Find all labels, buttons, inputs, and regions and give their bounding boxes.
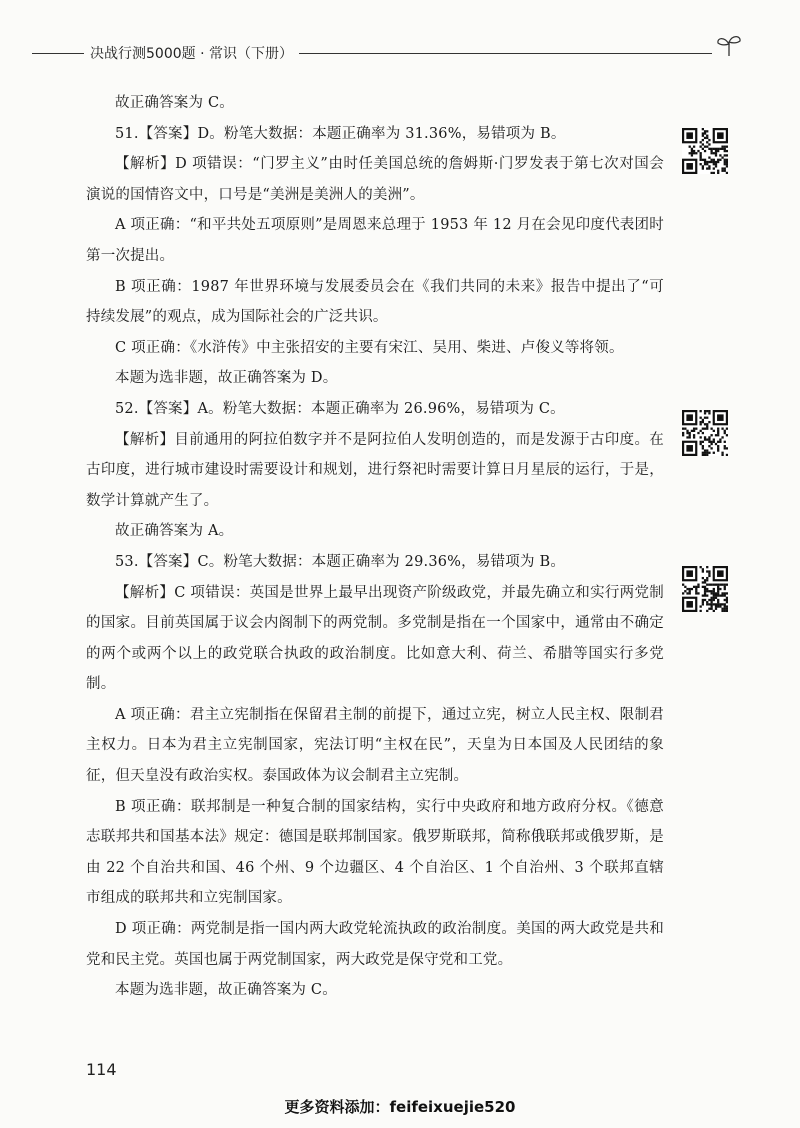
q53-answer-text: C。粉笔大数据：本题正确率为 29.36%，易错项为 B。 xyxy=(197,553,566,570)
q53-analysis-label: 【解析】 xyxy=(115,584,175,601)
footer-contact-note: 更多资料添加：feifeixuejie520 xyxy=(284,1098,516,1116)
q51-option-c: C 项正确：《水浒传》中主张招安的主要有宋江、吴用、柴进、卢俊义等将领。 xyxy=(115,339,624,356)
q53-answer xyxy=(86,547,664,578)
q52-analysis-label: 【解析】 xyxy=(115,431,175,448)
q52-answer-text: A。粉笔大数据：本题正确率为 26.96%，易错项为 C。 xyxy=(197,400,565,417)
q52-analysis-text: 目前通用的阿拉伯数字并不是阿拉伯人发明创造的，而是发源于古印度。在古印度，进行城市建设时需要设计和规划，进行祭祀时需要计算日月星辰的运行，于是，数学计算就产生了。 xyxy=(86,431,664,509)
page-number: 114 xyxy=(86,1060,117,1079)
header-rule-left xyxy=(32,53,84,54)
qr-code-q52[interactable] xyxy=(682,410,728,456)
q51-analysis-label: 【解析】 xyxy=(115,156,176,173)
qr-code-q51[interactable] xyxy=(682,128,728,174)
book-title: 决战行测5000题 · 常识（下册） xyxy=(90,46,293,62)
q53-option-a: A 项正确：君主立宪制指在保留君主制的前提下，通过立宪，树立人民主权、限制君主权力。日本为君主立宪制国家，宪法订明“主权在民”，天皇为日本国及人民团结的象征，但天皇没有政治实权。泰国政体为议会制君主立宪制。 xyxy=(86,706,664,785)
q52-analysis xyxy=(86,425,664,517)
q51-analysis-text: D 项错误：“门罗主义”由时任美国总统的詹姆斯·门罗发表于第七次对国会演说的国情咨文中，口号是“美洲是美洲人的美洲”。 xyxy=(86,156,664,203)
running-header xyxy=(32,42,744,64)
q53-answer-label: 53.【答案】 xyxy=(115,553,198,570)
q53-analysis xyxy=(86,578,664,700)
q51-option-a: A 项正确：“和平共处五项原则”是周恩来总理于 1953 年 12 月在会见印度代表团时第一次提出。 xyxy=(86,217,664,264)
q51-conclusion: 本题为选非题，故正确答案为 D。 xyxy=(115,370,338,387)
q53-option-b: B 项正确：联邦制是一种复合制的国家结构，实行中央政府和地方政府分权。《德意志联邦共和国基本法》规定：德国是联邦制国家。俄罗斯联邦，简称俄联邦或俄罗斯，是由 22 个自治共和国、46 个州、9 个边疆区、4 个自治区、1 个自治州、3 个联邦直辖市组成的联邦共和立宪制国家。 xyxy=(86,798,664,907)
q52-answer xyxy=(86,394,664,425)
previous-conclusion: 故正确答案为 C。 xyxy=(115,95,235,111)
answer-explanations xyxy=(86,88,664,1006)
q51-answer-text: D。粉笔大数据：本题正确率为 31.36%，易错项为 B。 xyxy=(197,125,566,142)
header-rule-right xyxy=(299,53,712,54)
sprout-icon xyxy=(714,34,744,58)
q52-answer-label: 52.【答案】 xyxy=(115,400,198,417)
q53-analysis-text: C 项错误：英国是世界上最早出现资产阶级政党，并最先确立和实行两党制的国家。目前英国属于议会内阁制下的两党制。多党制是指在一个国家中，通常由不确定的两个或两个以上的政党联合执政的政治制度。比如意大利、荷兰、希腊等国实行多党制。 xyxy=(86,584,664,693)
q52-conclusion: 故正确答案为 A。 xyxy=(115,523,234,540)
qr-code-q53[interactable] xyxy=(682,566,728,612)
q51-answer xyxy=(86,119,664,150)
q51-option-b: B 项正确：1987 年世界环境与发展委员会在《我们共同的未来》报告中提出了“可持续发展”的观点，成为国际社会的广泛共识。 xyxy=(86,278,664,326)
q51-answer-label: 51.【答案】 xyxy=(115,125,198,142)
q53-conclusion: 本题为选非题，故正确答案为 C。 xyxy=(115,982,337,999)
q53-option-d: D 项正确：两党制是指一国内两大政党轮流执政的政治制度。美国的两大政党是共和党和民主党。英国也属于两党制国家，两大政党是保守党和工党。 xyxy=(86,921,664,968)
q51-analysis xyxy=(86,149,664,210)
